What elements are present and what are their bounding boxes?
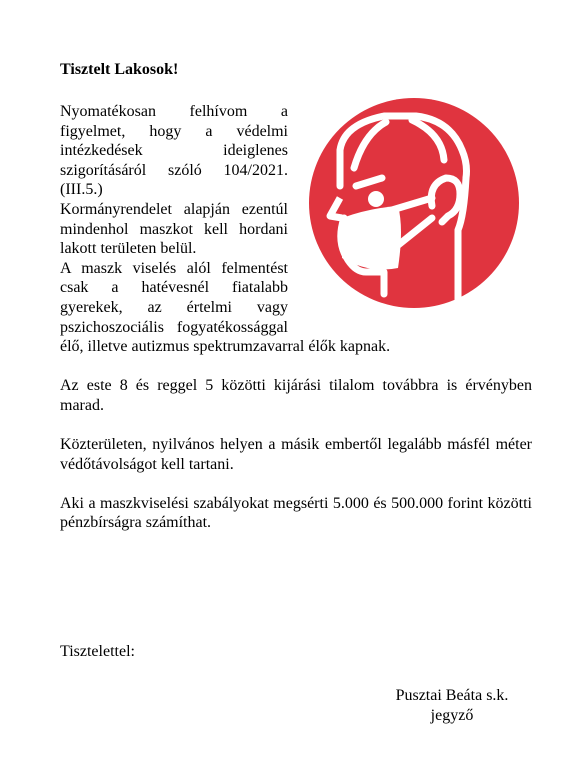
signature-block [372, 686, 532, 726]
paragraph-curfew: Az este 8 és reggel 5 közötti kijárási tilalom továbbra is érvényben marad. [60, 377, 532, 414]
signature-title: jegyző [430, 707, 474, 724]
face-mask-icon-container [296, 102, 532, 320]
paragraph-distance: Közterületen, nyilvános helyen a másik embertől legalább másfél méter védőtávolságot kell tartani. [60, 436, 532, 473]
paragraph-mask-exemptions: A maszk viselés alól felmentést csak a hatévesnél fiatalabb gyerekek, az értelmi vagy pszichoszociális fogyatékossággal élő, illetve autizmus spektrumzavarral élők kapnak. [60, 259, 391, 356]
closing: Tisztelettel: [60, 643, 135, 660]
face-mask-icon [300, 98, 528, 308]
paragraph-fine: Aki a maszkviselési szabályokat megsérti 5.000 és 500.000 forint közötti pénzbírságra számíthat. [60, 494, 532, 532]
paragraph-mask-rule-intro: Nyomatékosan felhívom a figyelmet, hogy a védelmi intézkedések ideiglenes szigorításáról szóló 104/2021. (III.5.) [60, 103, 288, 199]
signature-name: Pusztai Beáta s.k. [395, 687, 509, 704]
paragraph-mask-rule-decree: Kormányrendelet alapján ezentúl mindenhol maszkot kell hordani lakott területen belül. [60, 200, 288, 258]
notice-body [60, 102, 532, 533]
greeting: Tisztelt Lakosok! [60, 61, 179, 78]
